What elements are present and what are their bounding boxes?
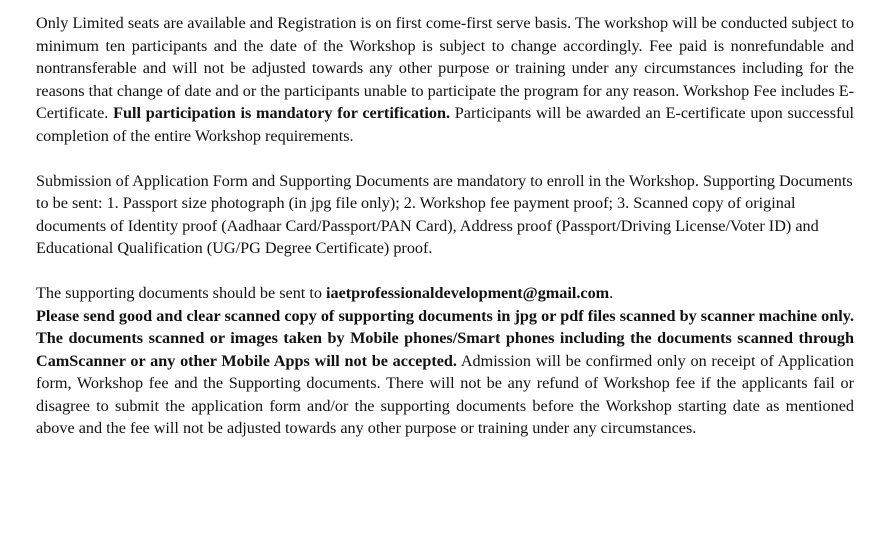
paragraph-registration-policy [36, 12, 854, 147]
registration-policy-text: Only Limited seats are available and Registration is on first come-first serve basis. The workshop will be conducted subject to minimum ten participants and the date of the Workshop is subject to change accordingly. Fee paid is nonrefundable and nontransferable and will not be adjusted towards any other purpose or training under any circumstances including for the reasons that change of date and or the participants unable to participate the program for any reason. Workshop Fee includes E-Certificate. [36, 14, 854, 122]
contact-email: iaetprofessionaldevelopment@gmail.com [326, 284, 610, 302]
paragraph-submission-instructions [36, 282, 854, 440]
e-certificate-award-text: Participants will be awarded an E-certificate upon successful completion of the entire Workshop requirements. [36, 104, 854, 145]
submission-intro-period: . [609, 284, 614, 302]
scan-quality-notice: Please send good and clear scanned copy of supporting documents in jpg or pdf files scanned by scanner machine only. The documents scanned or images taken by Mobile phones/Smart phones including the documents scanned through CamScanner or any other Mobile Apps will not be accepted. [36, 306, 854, 370]
certification-requirement-text: Full participation is mandatory for certification. [113, 104, 451, 122]
document-page [36, 12, 854, 440]
paragraph-supporting-documents [36, 170, 854, 260]
admission-refund-policy-text: Admission will be confirmed only on receipt of Application form, Workshop fee and the Supporting documents. There will not be any refund of Workshop fee if the applicants fail or disagree to submit the application form and/or the supporting documents before the Workshop starting date as mentioned above and the fee will not be adjusted towards any other purpose or training under any circumstances. [36, 351, 854, 437]
submission-intro-text: The supporting documents should be sent to [36, 284, 326, 302]
supporting-documents-text: Submission of Application Form and Supporting Documents are mandatory to enroll in the Workshop. Supporting Documents to be sent: 1. Passport size photograph (in jpg file only); 2. Workshop fee payment proof; 3. Scanned copy of original documents of Identity proof (Aadhaar Card/Passport/PAN Card), Address proof (Passport/Driving License/Voter ID) and Educational Qualification (UG/PG Degree Certificate) proof. [36, 171, 853, 257]
